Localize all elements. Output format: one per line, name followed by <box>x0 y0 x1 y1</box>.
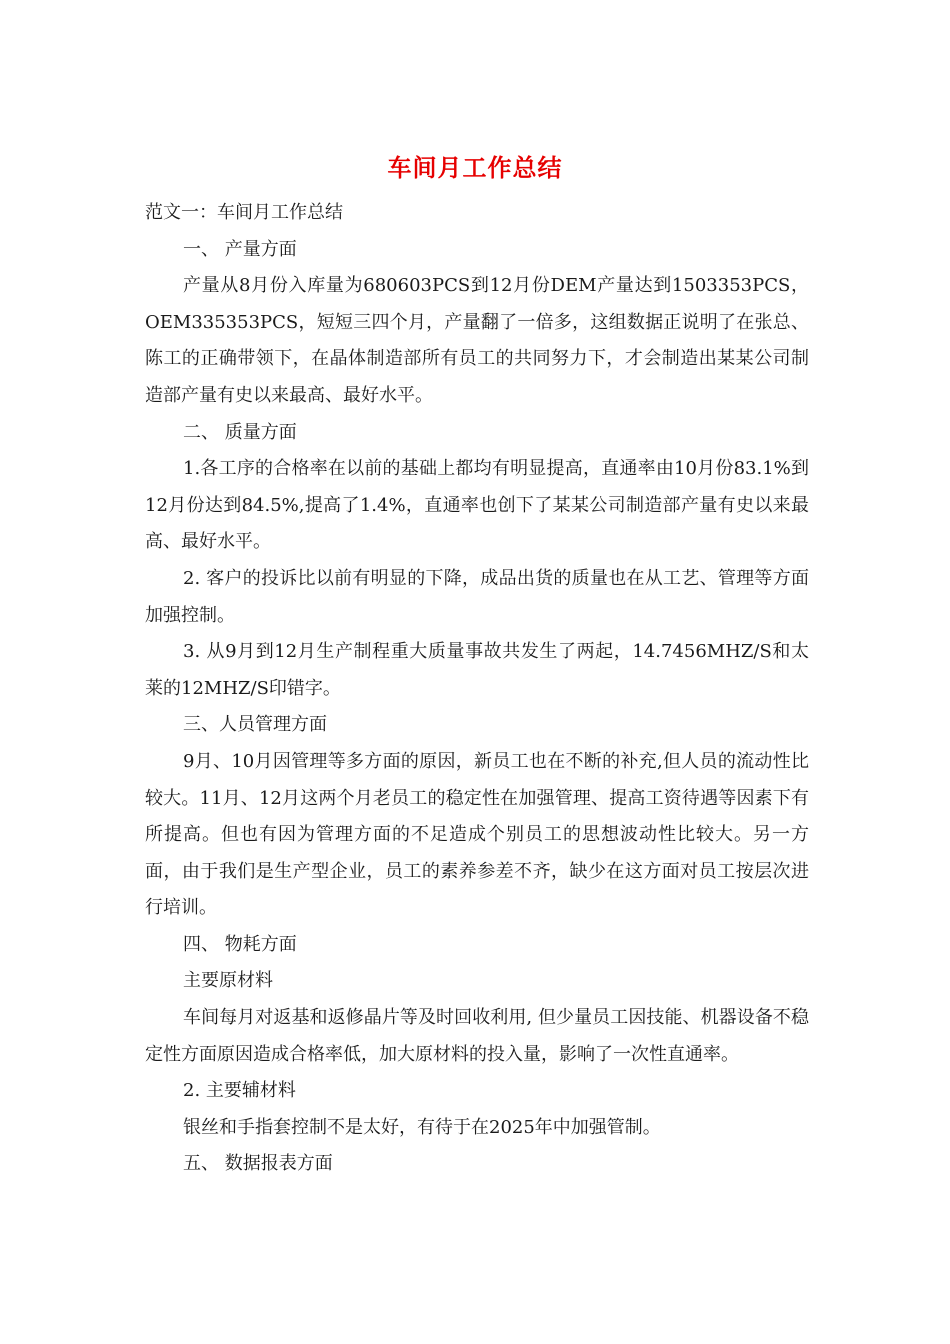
paragraph-section-4-body-1: 车间每月对返基和返修晶片等及时回收利用, 但少量员工因技能、机器设备不稳定性方面原因造成合格率低，加大原材料的投入量，影响了一次性直通率。 <box>145 1007 809 1065</box>
paragraph-section-2-heading: 二、 质量方面 <box>183 421 297 443</box>
paragraph-section-1-heading: 一、 产量方面 <box>183 238 297 260</box>
document-body <box>145 195 809 1183</box>
paragraph-section-3-body: 9月、10月因管理等多方面的原因，新员工也在不断的补充,但人员的流动性比较大。11月、12月这两个月老员工的稳定性在加强管理、提高工资待遇等因素下有所提高。但也有因为管理方面的不足造成个别员工的思想波动性比较大。另一方面，由于我们是生产型企业，员工的素养参差不齐，缺少在这方面对员工按层次进行培训。 <box>145 750 809 919</box>
paragraph-subtitle: 范文一：车间月工作总结 <box>145 202 343 223</box>
paragraph-section-3-heading: 三、人员管理方面 <box>183 714 327 736</box>
page-title: 车间月工作总结 <box>387 153 563 182</box>
paragraph-section-2-item-1: 1.各工序的合格率在以前的基础上都均有明显提高，直通率由10月份83.1%到12月份达到84.5%,提高了1.4%，直通率也创下了某某公司制造部产量有史以来最高、最好水平。 <box>145 458 809 553</box>
paragraph-section-4-heading: 四、 物耗方面 <box>183 933 297 955</box>
paragraph-section-1-body: 产量从8月份入库量为680603PCS到12月份DEM产量达到1503353PCS，OEM335353PCS，短短三四个月，产量翻了一倍多，这组数据正说明了在张总、陈工的正确带领下，在晶体制造部所有员工的共同努力下，才会制造出某某公司制造部产量有史以来最高、最好水平。 <box>145 275 809 406</box>
paragraph-section-4-body-2: 银丝和手指套控制不是太好，有待于在2025年中加强管制。 <box>183 1116 661 1138</box>
paragraph-section-5-heading: 五、 数据报表方面 <box>183 1153 333 1175</box>
paragraph-section-2-item-3: 3. 从9月到12月生产制程重大质量事故共发生了两起，14.7456MHZ/S和太莱的12MHZ/S印错字。 <box>145 641 809 699</box>
paragraph-section-4-sub-1: 主要原材料 <box>183 970 273 992</box>
paragraph-section-4-sub-2: 2. 主要辅材料 <box>183 1080 296 1102</box>
paragraph-section-2-item-2: 2. 客户的投诉比以前有明显的下降，成品出货的质量也在从工艺、管理等方面加强控制。 <box>145 567 809 626</box>
